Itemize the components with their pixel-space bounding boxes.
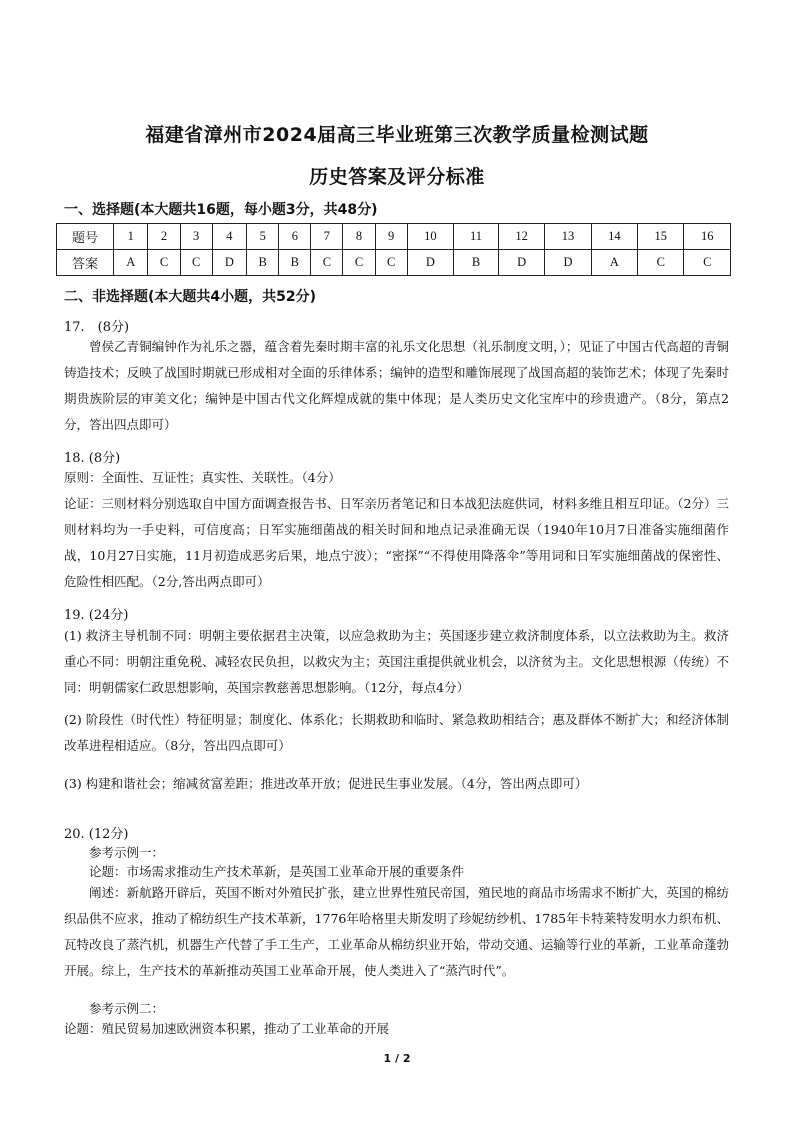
answer-cell: C: [311, 250, 343, 276]
question-number: 11: [454, 224, 499, 250]
question-19-part-3: (3) 构建和谐社会；缩减贫富差距；推进改革开放；促进民生事业发展。（4分，答出两点即可）: [64, 776, 588, 791]
example-1-body: 阐述：新航路开辟后，英国不断对外殖民扩张，建立世界性殖民帝国，殖民地的商品市场需求不断扩大，英国的棉纺织品供不应求，推动了棉纺织生产技术革新，1776年哈格里夫斯发明了珍妮纺纱机、1785年卡特莱特发明水力织布机、瓦特改良了蒸汽机，机器生产代替了手工生产，工业革命从棉纺织业开始，带动交通、运输等行业的革新，工业革命蓬勃开展。综上，生产技术的革新推动英国工业革命开展，使人类进入了“蒸汽时代”。: [64, 885, 729, 978]
answer-cell: B: [247, 250, 279, 276]
document-subtitle: 历史答案及评分标准: [309, 166, 485, 188]
example-2-label: 参考示例二：: [89, 1001, 165, 1016]
answer-cell: A: [591, 250, 637, 276]
answer-cell: C: [148, 250, 180, 276]
question-number: 4: [212, 224, 246, 250]
example-2-thesis: 论题：殖民贸易加速欧洲资本积累，推动了工业革命的开展: [64, 1021, 390, 1036]
table-row-answers: [57, 250, 731, 276]
question-19-part-2: (2) 阶段性（时代性）特征明显；制度化、体系化；长期救助和临时、紧急救助相结合；惠及群体不断扩大；和经济体制改革进程相适应。（8分，答出四点即可）: [64, 712, 729, 753]
answer-cell: C: [180, 250, 212, 276]
question-number: 13: [545, 224, 591, 250]
question-number: 10: [407, 224, 453, 250]
section-choice-heading: 一、选择题(本大题共16题，每小题3分，共48分): [64, 202, 378, 218]
example-1-thesis: 论题：市场需求推动生产技术革新，是英国工业革命开展的重要条件: [89, 864, 465, 879]
document-title: 福建省漳州市2024届高三毕业班第三次教学质量检测试题: [145, 124, 649, 146]
answer-cell: D: [212, 250, 246, 276]
question-number: 1: [114, 224, 148, 250]
answer-table: [56, 223, 731, 276]
answer-cell: C: [375, 250, 407, 276]
question-18-principle: 原则：全面性、互证性；真实性、关联性。（4分）: [64, 470, 341, 485]
table-row-numbers: [57, 224, 731, 250]
question-19-part-1: (1) 救济主导机制不同：明朝主要依据君主决策，以应急救助为主；英国逐步建立救济制度体系，以立法救助为主。救济重心不同：明朝注重免税、减轻农民负担，以救灾为主；英国注重提供就业机会，以济贫为主。文化思想根源（传统）不同：明朝儒家仁政思想影响，英国宗教慈善思想影响。（12分，每点4分）: [64, 628, 729, 695]
question-number: 6: [279, 224, 311, 250]
question-number: 3: [180, 224, 212, 250]
answer-cell: C: [638, 250, 684, 276]
question-number: 15: [638, 224, 684, 250]
answer-cell: C: [343, 250, 375, 276]
question-17-heading: 17. (8分): [64, 320, 130, 335]
row-label-answer: 答案: [57, 250, 114, 276]
question-18-argument: 论证：三则材料分别选取自中国方面调查报告书、日军亲历者笔记和日本战犯法庭供词，材料多维且相互印证。（2分）三则材料均为一手史料，可信度高；日军实施细菌战的相关时间和地点记录准确无误（1940年10月7日准备实施细菌作战，10月27日实施，11月初造成恶劣后果，地点宁波）；“密探”“不得使用降落伞”等用词和日军实施细菌战的保密性、危险性相匹配。（2分,答出两点即可）: [64, 496, 729, 589]
answer-cell: B: [279, 250, 311, 276]
question-number: 14: [591, 224, 637, 250]
question-number: 5: [247, 224, 279, 250]
question-19-heading: 19. (24分): [64, 608, 129, 623]
row-label-question: 题号: [57, 224, 114, 250]
question-number: 7: [311, 224, 343, 250]
question-18-heading: 18. (8分): [64, 451, 121, 466]
answer-cell: C: [684, 250, 731, 276]
page-number: 1 / 2: [383, 1052, 411, 1065]
answer-cell: D: [498, 250, 544, 276]
question-17-answer: 曾侯乙青铜编钟作为礼乐之器，蕴含着先秦时期丰富的礼乐文化思想（礼乐制度文明，）；见证了中国古代高超的青铜铸造技术；反映了战国时期就已形成相对全面的乐律体系；编钟的造型和雕饰展现了战国高超的装饰艺术；体现了先秦时期贵族阶层的审美文化；编钟是中国古代文化辉煌成就的集中体现；是人类历史文化宝库中的珍贵遗产。（8分，第点2分，答出四点即可）: [64, 339, 729, 432]
section-nonchoice-heading: 二、非选择题(本大题共4小题，共52分): [64, 289, 317, 305]
answer-cell: A: [114, 250, 148, 276]
question-number: 9: [375, 224, 407, 250]
question-number: 2: [148, 224, 180, 250]
question-number: 12: [498, 224, 544, 250]
question-number: 8: [343, 224, 375, 250]
answer-cell: B: [454, 250, 499, 276]
example-1-label: 参考示例一：: [89, 845, 165, 860]
answer-cell: D: [407, 250, 453, 276]
question-number: 16: [684, 224, 731, 250]
answer-cell: D: [545, 250, 591, 276]
question-20-heading: 20. (12分): [64, 827, 129, 842]
